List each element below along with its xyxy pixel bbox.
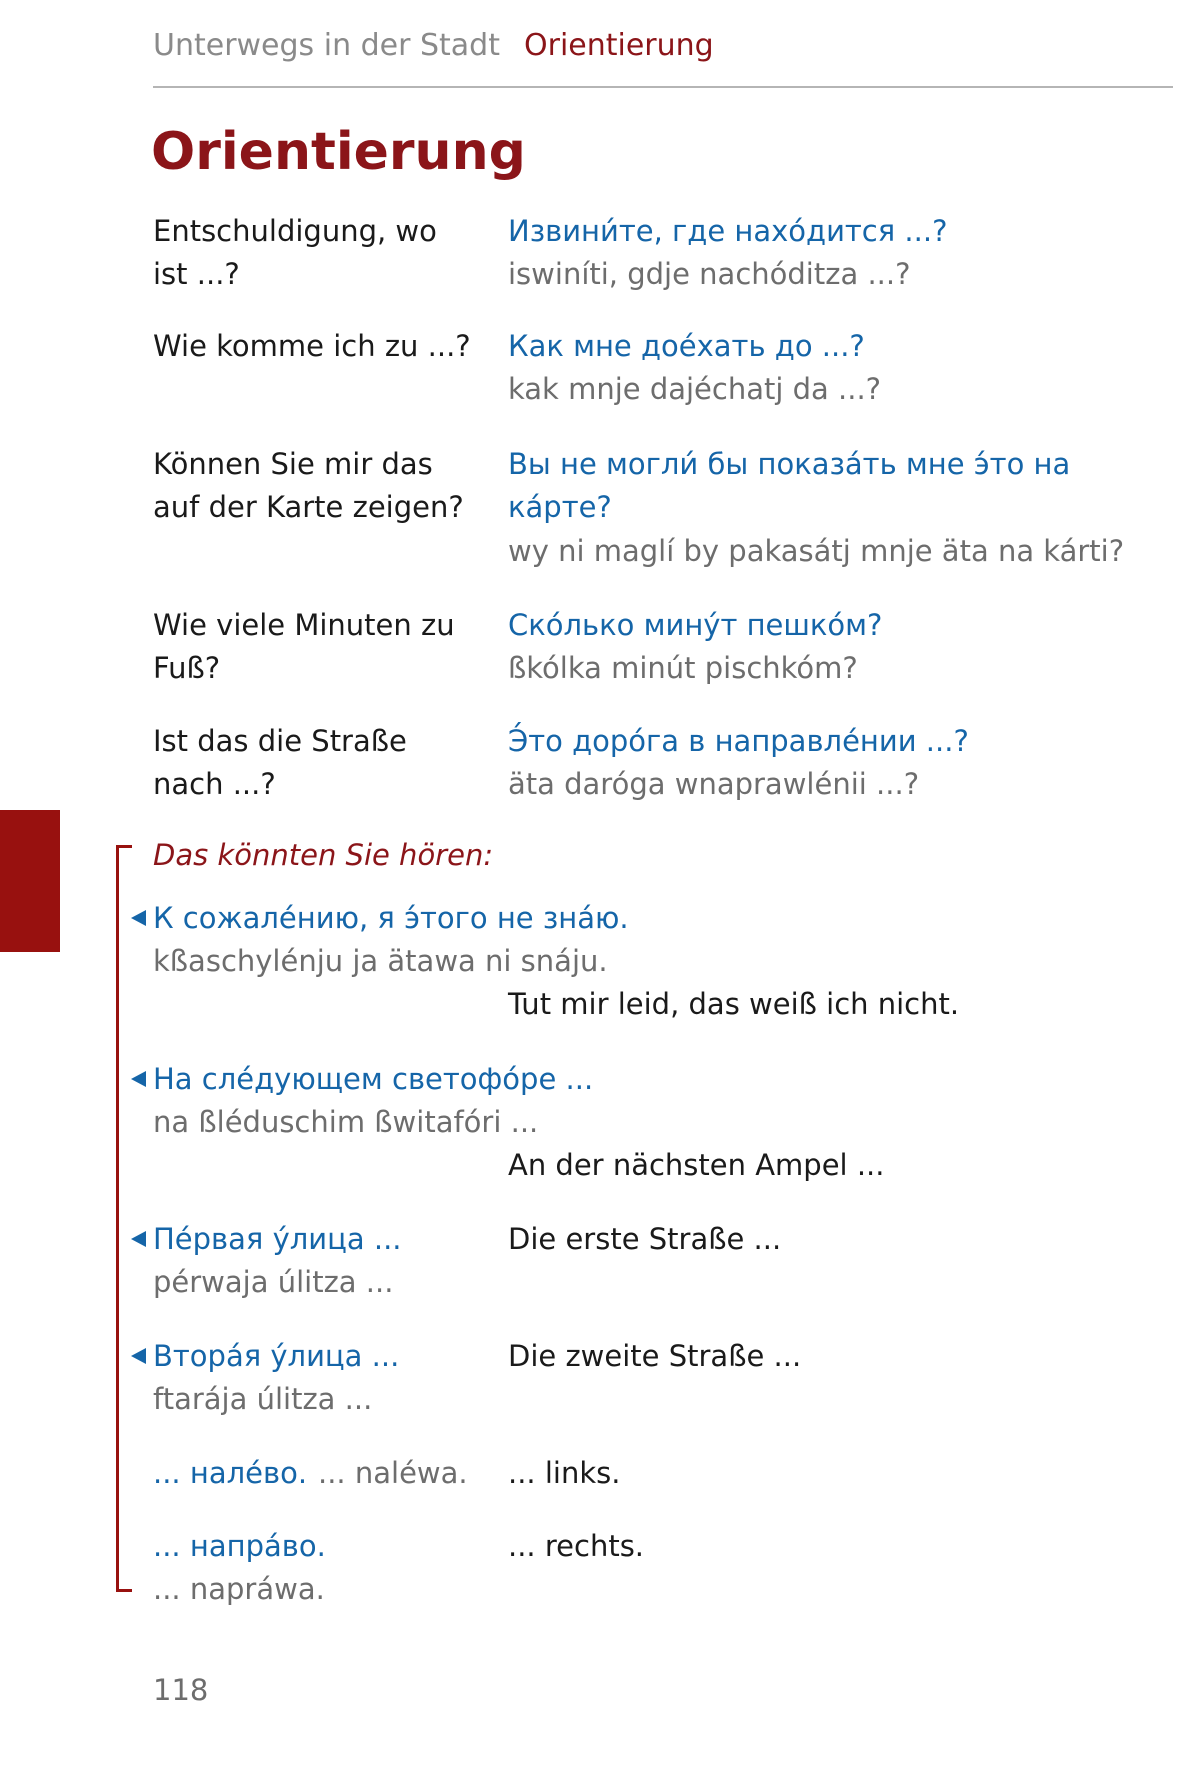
play-arrow-icon [131,1231,146,1247]
hear-tr-2: na ßléduschim ßwitafóri ... [153,1105,539,1139]
phrase-tr-2: kak mnje dajéchatj da ...? [508,372,882,406]
hear-de-3: Die erste Straße ... [508,1222,782,1256]
phrase-ru-1: Извини́те, где нахо́дится ...? [508,214,948,248]
play-arrow-icon [131,1071,146,1087]
phrase-ru-5: Э́то доро́га в направле́нии ...? [508,724,969,758]
hear-de-6: ... rechts. [508,1529,645,1563]
hear-ru-1: К сожале́нию, я э́того не зна́ю. [153,901,629,935]
phrase-ru-4: Ско́лько мину́т пешко́м? [508,608,883,642]
header-divider [153,86,1173,88]
play-arrow-icon [131,1348,146,1364]
phrase-de-2: Wie komme ich zu ...? [153,329,471,363]
hear-tr-3: pérwaja úlitza ... [153,1265,394,1299]
chapter-tab-marker [0,810,60,952]
hear-tr-1: kßaschylénju ja ätawa ni snáju. [153,944,608,978]
hear-ru-2: На сле́дующем светофо́ре ... [153,1062,594,1096]
hear-ru-3: Пе́рвая у́лица ... [153,1222,402,1256]
page-title: Orientierung [151,122,526,182]
phrase-tr-5: äta daróga wnaprawlénii ...? [508,767,920,801]
phrase-de-4: Wie viele Minuten zu Fuß? [153,608,455,685]
running-header-current: Orientierung [524,28,714,63]
phrase-tr-4: ßkólka minút pischkóm? [508,651,858,685]
phrase-tr-1: iswiníti, gdje nachóditza ...? [508,257,911,291]
hear-tr-4: ftarája úlitza ... [153,1382,373,1416]
running-header-section: Unterwegs in der Stadt [153,28,500,63]
hear-tr-6: ... napráwa. [153,1572,325,1606]
hear-de-4: Die zweite Straße ... [508,1339,802,1373]
phrase-de-5: Ist das die Straße nach ...? [153,724,407,801]
hear-de-5: ... links. [508,1456,621,1490]
hear-de-1: Tut mir leid, das weiß ich nicht. [508,987,960,1021]
hear-ru-6: ... напра́во. [153,1529,326,1563]
hear-tr-5: ... naléwa. [318,1456,468,1490]
hear-ru-5: ... нале́во. [153,1456,308,1490]
phrase-ru-3: Вы не могли́ бы показа́ть мне э́то на ка́рте? [508,447,1071,524]
listening-bracket [116,845,132,1592]
hear-ru-4: Втора́я у́лица ... [153,1339,400,1373]
phrase-de-3: Können Sie mir das auf der Karte zeigen? [153,447,464,524]
play-arrow-icon [131,910,146,926]
hear-de-2: An der nächsten Ampel ... [508,1148,885,1182]
phrase-ru-2: Как мне дое́хать до ...? [508,329,865,363]
page-number: 118 [153,1673,209,1707]
phrase-tr-3: wy ni maglí by pakasátj mnje äta na kárti? [508,534,1125,568]
listening-heading: Das könnten Sie hören: [153,838,494,872]
phrase-de-1: Entschuldigung, wo ist ...? [153,214,437,291]
